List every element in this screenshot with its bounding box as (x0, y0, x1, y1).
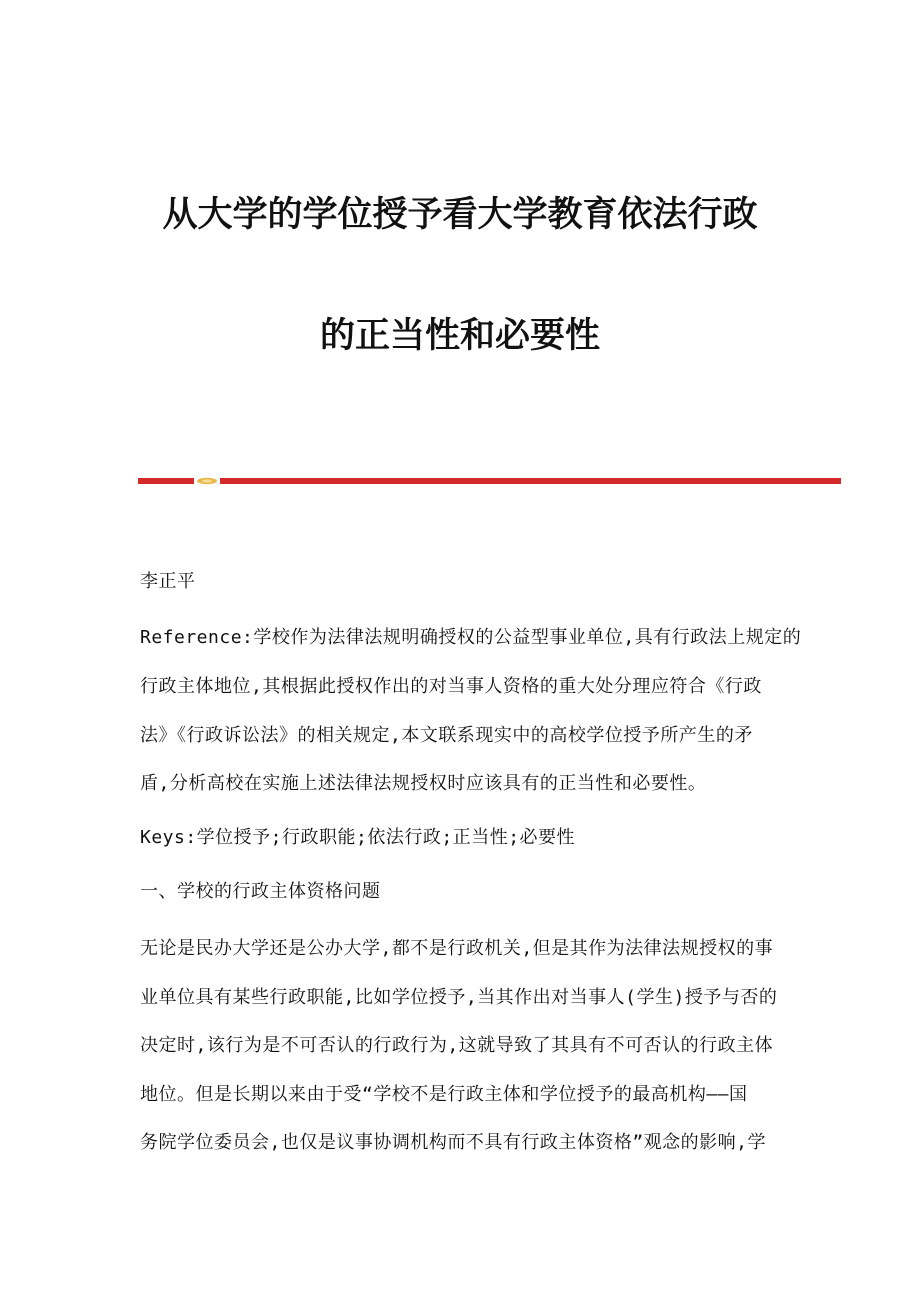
document-title-line-1: 从大学的学位授予看大学教育依法行政 (162, 195, 758, 235)
document-title-line-2: 的正当性和必要性 (319, 316, 600, 356)
section-paragraph-line-4: 地位。但是长期以来由于受“学校不是行政主体和学位授予的最高机构——国 (140, 1084, 748, 1105)
keywords-line: Keys:学位授予;行政职能;依法行政;正当性;必要性 (140, 827, 576, 848)
title-divider-left (138, 478, 194, 484)
section-heading: 一、学校的行政主体资格问题 (140, 881, 381, 902)
abstract-line-1: Reference:学校作为法律法规明确授权的公益型事业单位,具有行政法上规定的 (140, 627, 802, 648)
section-paragraph-line-1: 无论是民办大学还是公办大学,都不是行政机关,但是其作为法律法规授权的事 (140, 938, 774, 959)
abstract-line-3: 法》《行政诉讼法》的相关规定,本文联系现实中的高校学位授予所产生的矛 (140, 725, 753, 746)
section-paragraph-line-3: 决定时,该行为是不可否认的行政行为,这就导致了其具有不可否认的行政主体 (140, 1035, 774, 1056)
abstract-line-4: 盾,分析高校在实施上述法律法规授权时应该具有的正当性和必要性。 (140, 773, 707, 794)
section-paragraph-line-2: 业单位具有某些行政职能,比如学位授予,当其作出对当事人(学生)授予与否的 (140, 987, 778, 1008)
author-name: 李正平 (140, 571, 196, 592)
abstract-line-2: 行政主体地位,其根据此授权作出的对当事人资格的重大处分理应符合《行政 (140, 676, 762, 697)
title-divider-right (220, 478, 841, 484)
section-paragraph-line-5: 务院学位委员会,也仅是议事协调机构而不具有行政主体资格”观念的影响,学 (140, 1132, 767, 1153)
gold-ornament-icon (196, 476, 218, 486)
